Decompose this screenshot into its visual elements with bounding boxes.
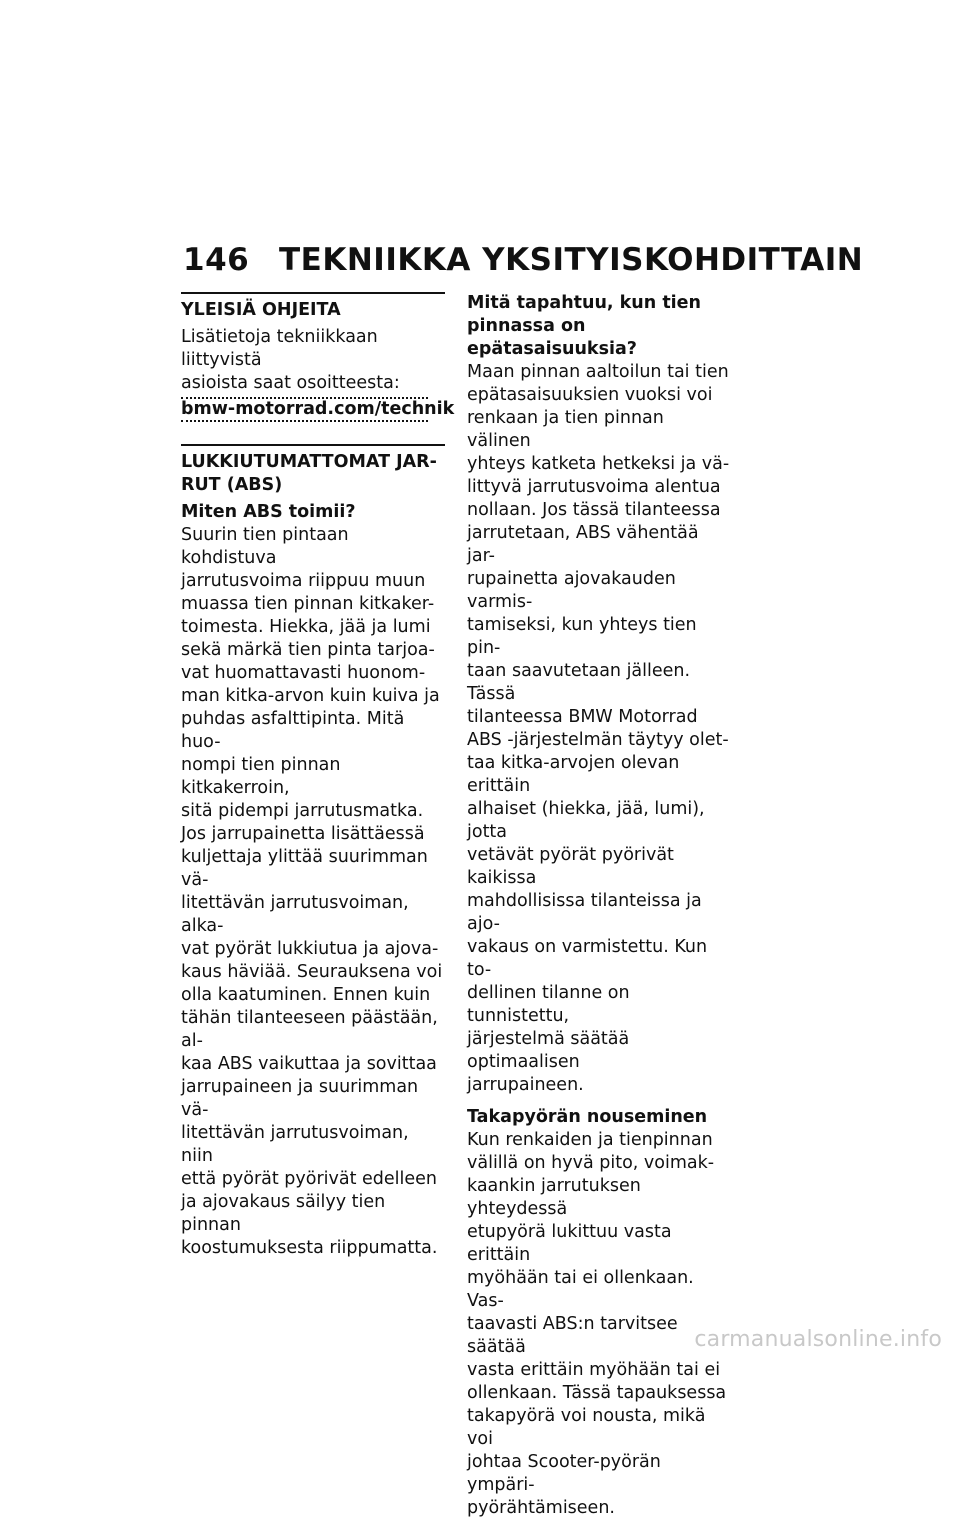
section-heading-general: YLEISIÄ OHJEITA <box>181 300 341 320</box>
abs-paragraph-2: Jos jarrupainetta lisättäessä kuljettaja ylittää suurimman vä- litettävän jarrutusvoiman, alka- vat pyörät lukkiutua ja ajova- kaus häviää. Seurauksena voi olla kaatuminen. Ennen kuin tähän tilanteeseen päästään, al- kaa ABS vaikuttaa ja sovittaa jarrupaineen ja suurimman vä- litettävän jarrutusvoiman, niin että pyörät pyörivät edelleen ja ajovakaus säilyy tien pinnan koostumuksesta riippumatta. <box>181 824 443 1258</box>
technik-link[interactable]: bmw-motorrad.com/technik <box>181 397 428 422</box>
section-heading-abs: LUKKIUTUMATTOMAT JAR- RUT (ABS) <box>181 452 437 495</box>
page-title: TEKNIIKKA YKSITYISKOHDITTAIN <box>279 242 864 278</box>
watermark: carmanualsonline.info <box>694 1327 942 1352</box>
page-header <box>183 238 864 282</box>
section-divider <box>181 444 445 446</box>
section-divider <box>181 292 445 294</box>
page-number: 146 <box>183 242 250 278</box>
subheading-rear-wheel-lift: Takapyörän nouseminen <box>467 1107 708 1127</box>
general-info-text: Lisätietoja tekniikkaan liittyvistä asioista saat osoitteesta: <box>181 327 400 393</box>
left-column <box>181 292 455 1260</box>
abs-paragraph-1: Suurin tien pintaan kohdistuva jarrutusvoima riippuu muun muassa tien pinnan kitkaker- toimesta. Hiekka, jää ja lumi sekä märkä tien pinta tarjoa- vat huomattavasti huonom- man kitka-arvon kuin kuiva ja puhdas asfalttipinta. Mitä huo- nompi tien pinnan kitkakerroin, sitä pidempi jarrutusmatka. <box>181 525 440 821</box>
rear-wheel-lift-text: Kun renkaiden ja tienpinnan välillä on hyvä pito, voimak- kaankin jarrutuksen yhteydessä etupyörä lukittuu vasta erittäin myöhään tai ei ollenkaan. Vas- taavasti ABS:n tarvitsee säätää vasta erittäin myöhään tai ei ollenkaan. Tässä tapauksessa takapyörä voi nousta, mikä voi johtaa Scooter-pyörän ympäri- pyörähtämiseen. <box>467 1130 727 1518</box>
right-column <box>467 292 731 1520</box>
subheading-uneven-surface: Mitä tapahtuu, kun tien pinnassa on epätasaisuuksia? <box>467 293 702 359</box>
uneven-surface-text: Maan pinnan aaltoilun tai tien epätasaisuuksien vuoksi voi renkaan ja tien pinnan välinen yhteys katketa hetkeksi ja vä- littyvä jarrutusvoima alentua nollaan. Jos tässä tilanteessa jarrutetaan, ABS vähentää jar- rupainetta ajovakauden varmis- tamiseksi, kun yhteys tien pin- taan saavutetaan jälleen. Tässä tilanteessa BMW Motorrad ABS -järjestelmän täytyy olet- taa kitka-arvojen olevan erittäin alhaiset (hiekka, jää, lumi), jotta vetävät pyörät pyörivät kaikissa mahdollisissa tilanteissa ja ajo- vakaus on varmistettu. Kun to- dellinen tilanne on tunnistettu, järjestelmä säätää optimaalisen jarrupaineen. <box>467 362 730 1095</box>
subheading-how-abs-works: Miten ABS toimii? <box>181 502 356 522</box>
